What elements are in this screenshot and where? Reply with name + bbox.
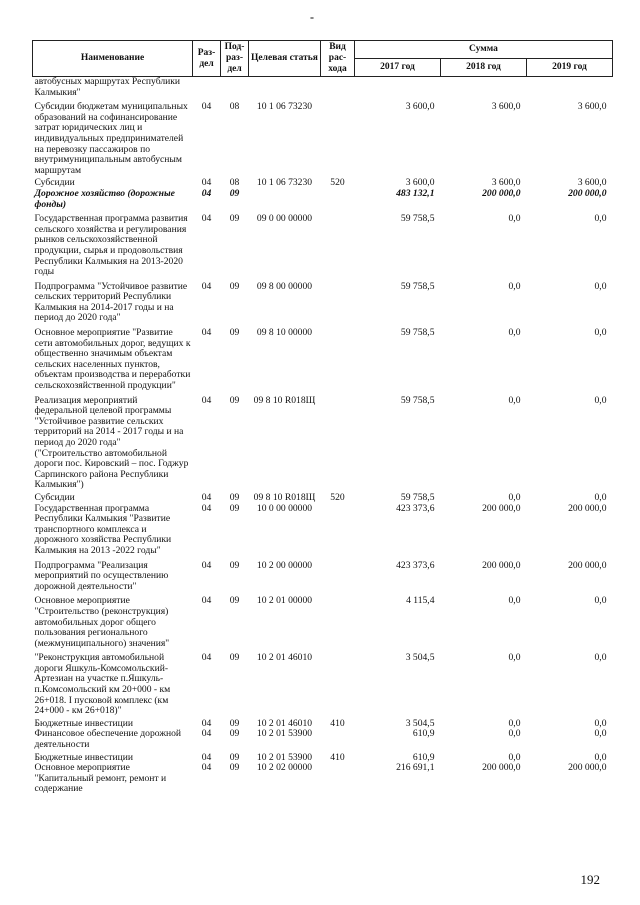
row-podrazdel: 09: [229, 728, 240, 740]
row-2019: 3 600,0: [577, 101, 607, 113]
table-row: [33, 77, 613, 99]
table-row: [33, 729, 613, 750]
row-name: Основное мероприятие "Капитальный ремонт, ремонт и содержание: [34, 762, 167, 795]
row-razdel: 04: [201, 652, 212, 664]
row-razdel: 04: [201, 280, 212, 292]
row-2019: 0,0: [594, 717, 607, 729]
row-2017: 610,9: [412, 751, 435, 763]
row-2019: 0,0: [594, 491, 607, 503]
row-podrazdel: [221, 77, 249, 99]
col-sum-header: Сумма: [355, 41, 613, 59]
row-vid: 410: [330, 717, 345, 729]
row-name: Основное мероприятие "Строительство (реконструкция) автомобильных дорог общего пользования регионального (межмуниципального) значения": [34, 595, 170, 649]
row-target: 10 0 00 00000: [256, 502, 313, 514]
row-2017: 3 504,5: [405, 717, 435, 729]
row-podrazdel: 09: [229, 327, 240, 339]
row-2019: 0,0: [594, 751, 607, 763]
table-row: [33, 210, 613, 278]
row-2017: 3 504,5: [405, 652, 435, 664]
row-2017: 3 600,0: [405, 101, 435, 113]
row-target: 09 0 00 00000: [256, 213, 313, 225]
row-podrazdel: 08: [229, 177, 240, 189]
row-2017: [355, 77, 441, 99]
row-2018: 0,0: [508, 327, 521, 339]
row-vid: [321, 210, 355, 278]
row-target: 09 8 10 R018Щ: [253, 491, 316, 503]
row-vid: [321, 189, 355, 210]
row-2019: 200 000,0: [568, 502, 607, 514]
row-target: 09 8 10 00000: [256, 327, 313, 339]
col-vid-header: Вид рас-хода: [321, 41, 355, 77]
row-2019: 0,0: [594, 213, 607, 225]
col-2018-header: 2018 год: [441, 59, 527, 77]
row-razdel: 04: [201, 762, 212, 774]
row-podrazdel: 09: [229, 751, 240, 763]
row-podrazdel: 09: [229, 280, 240, 292]
row-2018: 200 000,0: [482, 187, 521, 199]
row-target: 10 2 01 00000: [256, 595, 313, 607]
row-vid: [321, 324, 355, 392]
row-podrazdel: 09: [229, 559, 240, 571]
table-row: [33, 649, 613, 717]
row-name: Подпрограмма "Реализация мероприятий по осуществлению дорожной деятельности": [34, 559, 169, 592]
table-row: [33, 189, 613, 210]
row-vid: 520: [330, 491, 345, 503]
row-podrazdel: 09: [229, 762, 240, 774]
row-podrazdel: 09: [229, 502, 240, 514]
row-name: Дорожное хозяйство (дорожные фонды): [34, 187, 175, 210]
row-2017: 216 691,1: [396, 762, 435, 774]
row-name: Государственная программа Республики Калмыкия "Развитие транспортного комплекса и дорожного хозяйства Республики Калмыкия на 2013 -2022 годы": [34, 502, 172, 556]
row-razdel: 04: [201, 101, 212, 113]
row-razdel: 04: [201, 394, 212, 406]
row-2019: 0,0: [594, 394, 607, 406]
row-target: 09 8 10 R018Щ: [253, 394, 316, 406]
row-target: 10 1 06 73230: [256, 101, 313, 113]
row-2018: 3 600,0: [491, 101, 521, 113]
row-2018: 0,0: [508, 751, 521, 763]
row-podrazdel: 09: [229, 652, 240, 664]
row-vid: [321, 649, 355, 717]
row-vid: [321, 729, 355, 750]
row-name: Подпрограмма "Устойчивое развитие сельских территорий Республики Калмыкия на 2014-2017 годы и на период до 2020 года": [34, 280, 188, 324]
row-razdel: 04: [201, 559, 212, 571]
row-2018: 0,0: [508, 728, 521, 740]
row-name: Бюджетные инвестиции: [34, 751, 133, 763]
row-target: [249, 77, 321, 99]
row-2018: 0,0: [508, 652, 521, 664]
row-2018: 200 000,0: [482, 502, 521, 514]
row-2018: 3 600,0: [491, 177, 521, 189]
row-2017: 59 758,5: [400, 327, 435, 339]
row-target: 10 2 01 46010: [256, 717, 313, 729]
row-target: 10 2 02 00000: [256, 762, 313, 774]
row-2018: 200 000,0: [482, 559, 521, 571]
row-vid: [321, 392, 355, 491]
row-2018: 0,0: [508, 394, 521, 406]
row-2018: 0,0: [508, 213, 521, 225]
col-2019-header: 2019 год: [527, 59, 613, 77]
row-name: автобусных маршрутах Республики Калмыкия": [34, 76, 181, 98]
row-2017: 59 758,5: [400, 491, 435, 503]
row-2019: 3 600,0: [577, 177, 607, 189]
row-podrazdel: 09: [229, 394, 240, 406]
row-vid: [321, 98, 355, 176]
row-name: "Реконструкция автомобильной дороги Яшкуль-Комсомольский-Артезиан на участке п.Яшкуль-п.Комсомольский км 20+000 - км 26+018. I пусковой комплекс (км 24+000 - км 26+018)": [34, 652, 171, 717]
row-2018: 0,0: [508, 595, 521, 607]
table-row: [33, 491, 613, 504]
row-name: Финансовое обеспечение дорожной деятельности: [34, 728, 182, 751]
row-name: Реализация мероприятий федеральной целевой программы "Устойчивое развитие сельских территорий на 2014 - 2017 годы и на период до 2020 года" ("Строительство автомобильной дороги пос. Кировский – пос. Годжур Сарпинского района Республики Калмыкия"): [34, 394, 189, 491]
row-target: 10 2 01 53900: [256, 751, 313, 763]
row-2019: 200 000,0: [568, 187, 607, 199]
row-podrazdel: 09: [229, 491, 240, 503]
row-2017: 423 373,6: [396, 559, 435, 571]
row-2019: 0,0: [594, 652, 607, 664]
row-2019: 0,0: [594, 595, 607, 607]
col-name-header: Наименование: [33, 41, 193, 77]
row-target: 10 1 06 73230: [256, 177, 313, 189]
row-2019: 0,0: [594, 728, 607, 740]
table-row: [33, 98, 613, 176]
row-razdel: 04: [201, 177, 212, 189]
table-row: [33, 324, 613, 392]
row-name: Основное мероприятие "Развитие сети автомобильных дорог, ведущих к общественно значимым объектам сельских населенных пунктов, объектам производства и переработки сельскохозяйственной продукции": [34, 327, 191, 392]
row-podrazdel: 09: [229, 187, 240, 199]
row-2017: 59 758,5: [400, 394, 435, 406]
row-razdel: 04: [201, 187, 212, 199]
table-row: [33, 557, 613, 593]
col-podrazdel-header: Под-раз-дел: [221, 41, 249, 77]
row-name: Субсидии: [34, 491, 75, 503]
row-razdel: 04: [201, 491, 212, 503]
row-2019: [527, 77, 613, 99]
row-2019: 200 000,0: [568, 762, 607, 774]
row-name: Государственная программа развития сельского хозяйства и регулирования рынков сельскохозяйственной продукции, сырья и продовольствия Республики Калмыкия на 2013-2020 годы: [34, 213, 188, 278]
row-2017: 59 758,5: [400, 280, 435, 292]
row-vid: 410: [330, 751, 345, 763]
table-row: [33, 763, 613, 795]
row-2019: 200 000,0: [568, 559, 607, 571]
row-2019: 0,0: [594, 327, 607, 339]
row-2019: 0,0: [594, 280, 607, 292]
table-row: [33, 592, 613, 649]
col-razdel-header: Раз-дел: [193, 41, 221, 77]
row-2017: 59 758,5: [400, 213, 435, 225]
row-razdel: 04: [201, 327, 212, 339]
row-podrazdel: 08: [229, 101, 240, 113]
row-razdel: 04: [201, 213, 212, 225]
row-target: 10 2 00 00000: [256, 559, 313, 571]
row-razdel: 04: [201, 728, 212, 740]
row-2018: 0,0: [508, 280, 521, 292]
row-vid: [321, 504, 355, 557]
col-2017-header: 2017 год: [355, 59, 441, 77]
row-vid: [321, 77, 355, 99]
table-row: [33, 278, 613, 324]
row-2017: 423 373,6: [396, 502, 435, 514]
row-razdel: 04: [201, 502, 212, 514]
row-2018: 0,0: [508, 717, 521, 729]
row-2018: [441, 77, 527, 99]
row-vid: [321, 763, 355, 795]
row-target: [249, 189, 321, 210]
row-target: 09 8 00 00000: [256, 280, 313, 292]
budget-table: [32, 40, 613, 795]
row-vid: 520: [330, 177, 345, 189]
table-row: [33, 392, 613, 491]
row-2018: 0,0: [508, 491, 521, 503]
table-body: [33, 77, 613, 796]
table-row: [33, 504, 613, 557]
row-vid: [321, 592, 355, 649]
table-header: [33, 41, 613, 77]
row-vid: [321, 557, 355, 593]
row-podrazdel: 09: [229, 213, 240, 225]
page-number: 192: [580, 872, 600, 887]
row-2017: 483 132,1: [396, 187, 435, 199]
row-razdel: [193, 77, 221, 99]
row-name: Бюджетные инвестиции: [34, 717, 133, 729]
row-2017: 3 600,0: [405, 177, 435, 189]
row-razdel: 04: [201, 595, 212, 607]
row-2017: 4 115,4: [406, 595, 435, 607]
row-target: 10 2 01 53900: [256, 728, 313, 740]
row-2017: 610,9: [412, 728, 435, 740]
row-target: 10 2 01 46010: [256, 652, 313, 664]
row-vid: [321, 278, 355, 324]
row-razdel: 04: [201, 717, 212, 729]
col-target-header: Целевая статья: [249, 41, 321, 77]
row-2018: 200 000,0: [482, 762, 521, 774]
row-name: Субсидии бюджетам муниципальных образований на софинансирование затрат юридических лиц и индивидуальных предпринимателей на перевозку пассажиров по внутримуниципальным автобусным маршрутам: [34, 101, 188, 176]
row-name: Субсидии: [34, 177, 75, 189]
row-razdel: 04: [201, 751, 212, 763]
header-mark: -: [310, 10, 314, 24]
row-podrazdel: 09: [229, 595, 240, 607]
row-podrazdel: 09: [229, 717, 240, 729]
